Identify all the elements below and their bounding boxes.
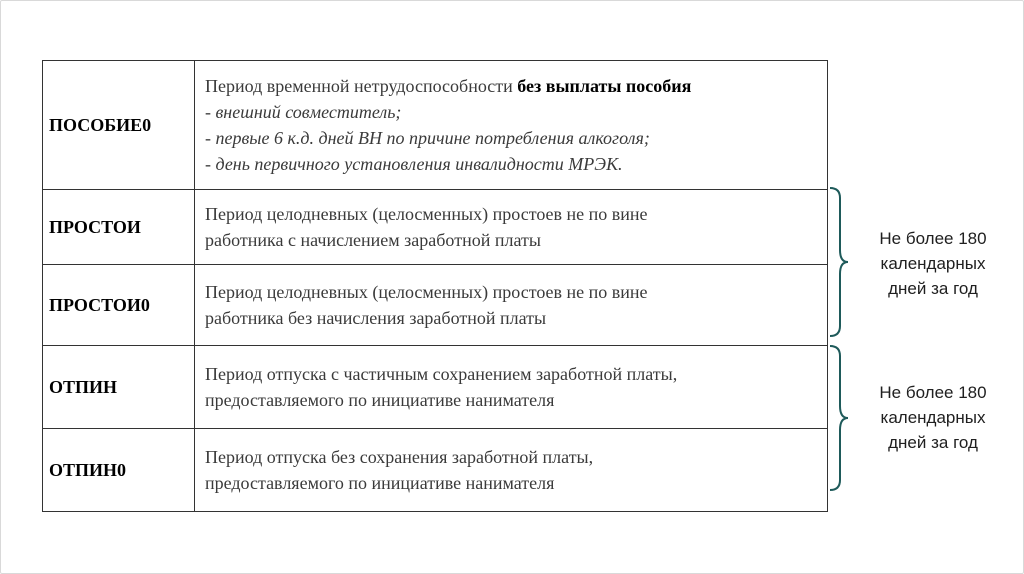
right-brace-icon (826, 344, 852, 492)
note-line: Не более 180 (879, 383, 987, 402)
code-cell: ОТПИН (43, 346, 195, 429)
limit-note (858, 380, 1008, 455)
description-cell (195, 429, 828, 512)
description-title (205, 73, 817, 99)
right-brace-icon (826, 186, 852, 338)
description-cell (195, 265, 828, 346)
table-row (43, 265, 828, 346)
description-line: Период целодневных (целосменных) простоев не по вине (205, 204, 648, 224)
limit-note (858, 226, 1008, 301)
table-row (43, 429, 828, 512)
description-line: Период целодневных (целосменных) простоев не по вине (205, 282, 648, 302)
title-bold: без выплаты пособия (517, 76, 692, 96)
absence-codes-table (42, 60, 828, 512)
list-item: - внешний совместитель; (205, 102, 402, 122)
description-line: предоставляемого по инициативе нанимателя (205, 390, 555, 410)
code-cell: ПРОСТОИ (43, 190, 195, 265)
description-line: Период отпуска без сохранения заработной платы, (205, 447, 594, 467)
note-line: календарных (880, 408, 986, 427)
description-cell (195, 346, 828, 429)
list-item: - первые 6 к.д. дней ВН по причине потребления алкоголя; (205, 128, 650, 148)
description-line: Период отпуска с частичным сохранением заработной платы, (205, 364, 678, 384)
description-cell (195, 190, 828, 265)
note-line: дней за год (888, 279, 978, 298)
table-row (43, 190, 828, 265)
list-item: - день первичного установления инвалидности МРЭК. (205, 154, 623, 174)
code-cell: ОТПИН0 (43, 429, 195, 512)
note-line: дней за год (888, 433, 978, 452)
table-row (43, 346, 828, 429)
note-line: календарных (880, 254, 986, 273)
note-line: Не более 180 (879, 229, 987, 248)
code-cell: ПРОСТОИ0 (43, 265, 195, 346)
description-line: работника с начислением заработной платы (205, 230, 541, 250)
title-plain: Период временной нетрудоспособности (205, 76, 518, 96)
description-line: предоставляемого по инициативе нанимателя (205, 473, 555, 493)
code-cell: ПОСОБИЕ0 (43, 61, 195, 190)
description-cell (195, 61, 828, 190)
description-line: работника без начисления заработной платы (205, 308, 547, 328)
table-row (43, 61, 828, 190)
